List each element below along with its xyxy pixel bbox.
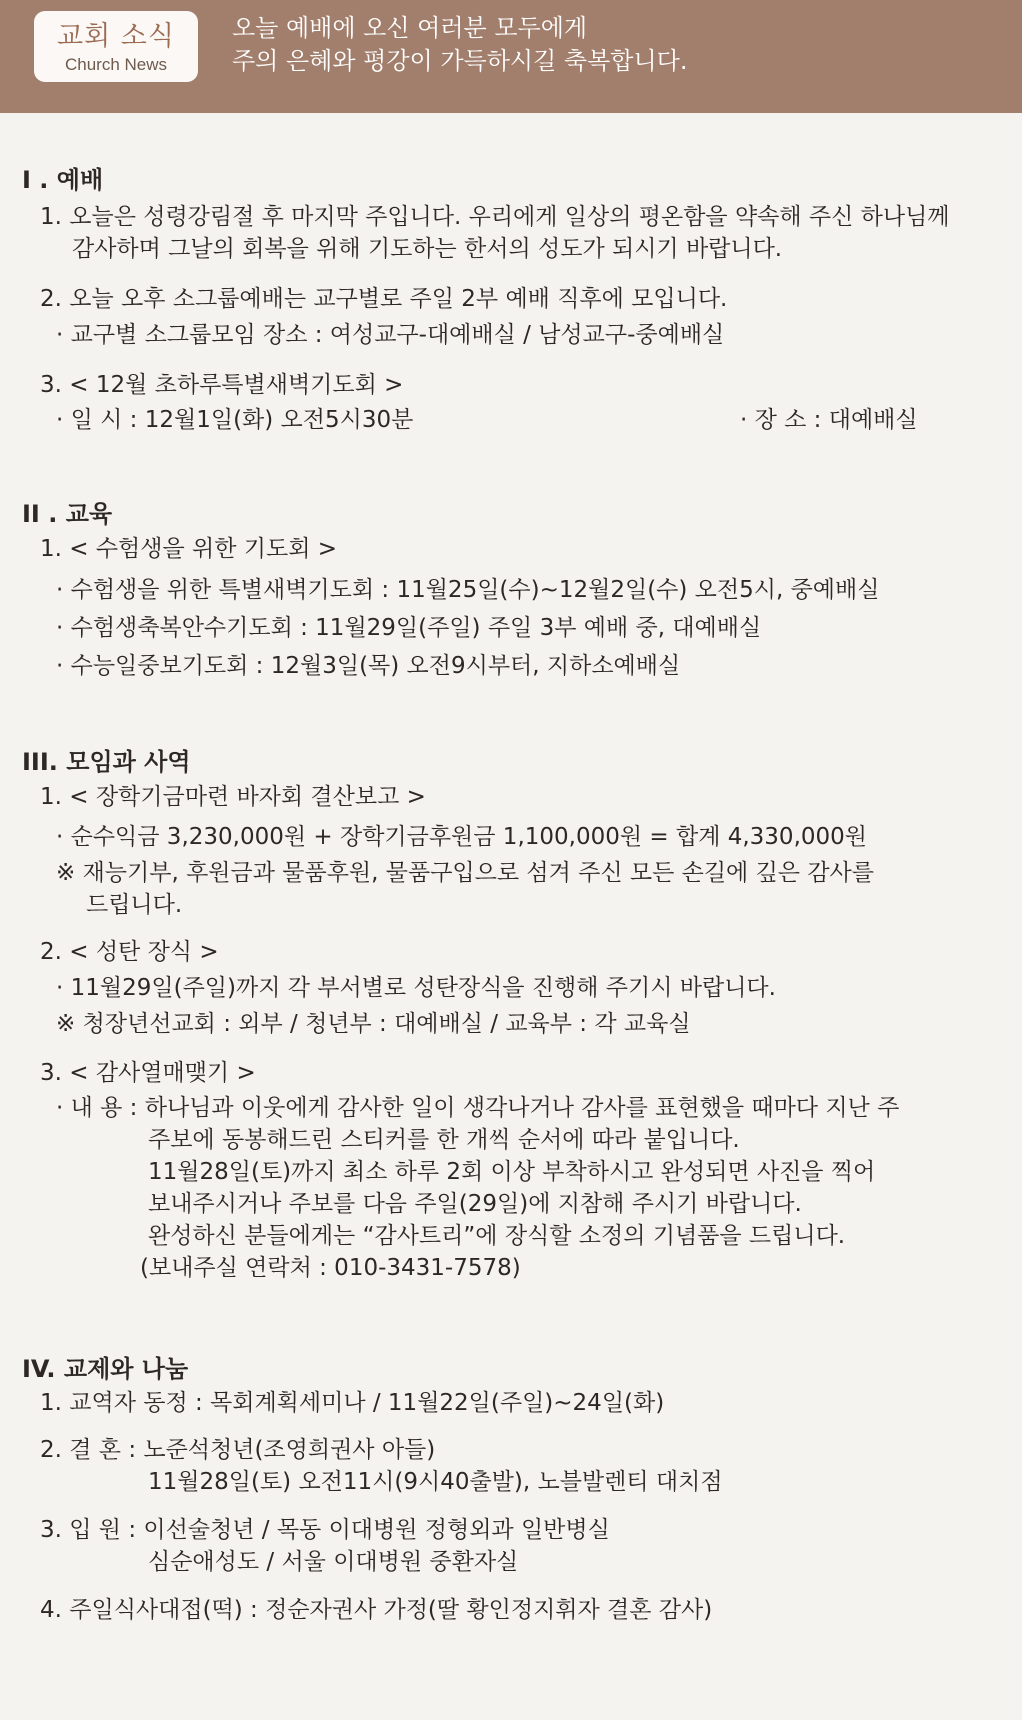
news-line: · 내 용 : 하나님과 이웃에게 감사한 일이 생각나거나 감사를 표현했을 때마다 지난 주	[56, 1095, 900, 1121]
greeting-message	[232, 12, 687, 78]
news-line: 4. 주일식사대접(떡) : 정순자권사 가정(딸 황인정지휘자 결혼 감사)	[40, 1597, 713, 1623]
news-line: · 11월29일(주일)까지 각 부서별로 성탄장식을 진행해 주기시 바랍니다.	[56, 975, 776, 1001]
section-title-fellowship: IV. 교제와 나눔	[22, 1355, 189, 1383]
news-line: 11월28일(토)까지 최소 하루 2회 이상 부착하시고 완성되면 사진을 찍어	[148, 1159, 876, 1185]
greeting-line: 주의 은혜와 평강이 가득하시길 축복합니다.	[232, 47, 688, 75]
news-line: 3. < 감사열매맺기 >	[40, 1060, 256, 1086]
news-line: 11월28일(토) 오전11시(9시40출발), 노블발렌티 대치점	[148, 1469, 723, 1495]
news-line: 심순애성도 / 서울 이대병원 중환자실	[148, 1549, 519, 1575]
news-line: 1. < 수험생을 위한 기도회 >	[40, 536, 338, 562]
news-line: · 순수익금 3,230,000원 + 장학기금후원금 1,100,000원 = 합계 4,330,000원	[56, 824, 867, 850]
news-line: 주보에 동봉해드린 스티커를 한 개씩 순서에 따라 붙입니다.	[148, 1127, 740, 1153]
news-line: 2. < 성탄 장식 >	[40, 939, 219, 965]
news-line: 1. < 장학기금마련 바자회 결산보고 >	[40, 784, 426, 810]
news-line: 2. 결 혼 : 노준석청년(조영희권사 아들)	[40, 1437, 436, 1463]
news-line: 드립니다.	[86, 892, 183, 918]
greeting-line: 오늘 예배에 오신 여러분 모두에게	[232, 14, 588, 42]
section-title-education: II . 교육	[22, 500, 113, 528]
news-line: 1. 오늘은 성령강림절 후 마지막 주입니다. 우리에게 일상의 평온함을 약속해 주신 하나님께	[40, 204, 950, 230]
news-line: 2. 오늘 오후 소그룹예배는 교구별로 주일 2부 예배 직후에 모입니다.	[40, 286, 728, 312]
header-banner	[0, 0, 1022, 113]
news-line: · 수험생축복안수기도회 : 11월29일(주일) 주일 3부 예배 중, 대예배실	[56, 615, 762, 641]
section-title-worship: I . 예배	[22, 166, 104, 194]
badge-title-english: Church News	[64, 55, 168, 74]
church-news-badge	[34, 11, 198, 82]
news-line: · 일 시 : 12월1일(화) 오전5시30분	[56, 407, 414, 433]
news-line: · 수능일중보기도회 : 12월3일(목) 오전9시부터, 지하소예배실	[56, 653, 681, 679]
news-line: (보내주실 연락처 : 010-3431-7578)	[140, 1255, 521, 1281]
news-line: 감사하며 그날의 회복을 위해 기도하는 한서의 성도가 되시기 바랍니다.	[72, 236, 783, 262]
news-line: ※ 재능기부, 후원금과 물품후원, 물품구입으로 섬겨 주신 모든 손길에 깊은 감사를	[56, 860, 874, 886]
news-line: 3. < 12월 초하루특별새벽기도회 >	[40, 372, 404, 398]
news-line: · 교구별 소그룹모임 장소 : 여성교구-대예배실 / 남성교구-중예배실	[56, 322, 725, 348]
news-line: · 장 소 : 대예배실	[740, 407, 918, 433]
section-title-ministry: III. 모임과 사역	[22, 748, 191, 776]
news-line: ※ 청장년선교회 : 외부 / 청년부 : 대예배실 / 교육부 : 각 교육실	[56, 1011, 691, 1037]
news-line: 완성하신 분들에게는 “감사트리”에 장식할 소정의 기념품을 드립니다.	[148, 1223, 846, 1249]
news-line: · 수험생을 위한 특별새벽기도회 : 11월25일(수)~12월2일(수) 오전5시, 중예배실	[56, 577, 880, 603]
news-line: 보내주시거나 주보를 다음 주일(29일)에 지참해 주시기 바랍니다.	[148, 1191, 802, 1217]
badge-title-korean: 교회 소식	[57, 21, 175, 52]
news-line: 3. 입 원 : 이선술청년 / 목동 이대병원 정형외과 일반병실	[40, 1517, 610, 1543]
news-line: 1. 교역자 동정 : 목회계획세미나 / 11월22일(주일)~24일(화)	[40, 1390, 665, 1416]
